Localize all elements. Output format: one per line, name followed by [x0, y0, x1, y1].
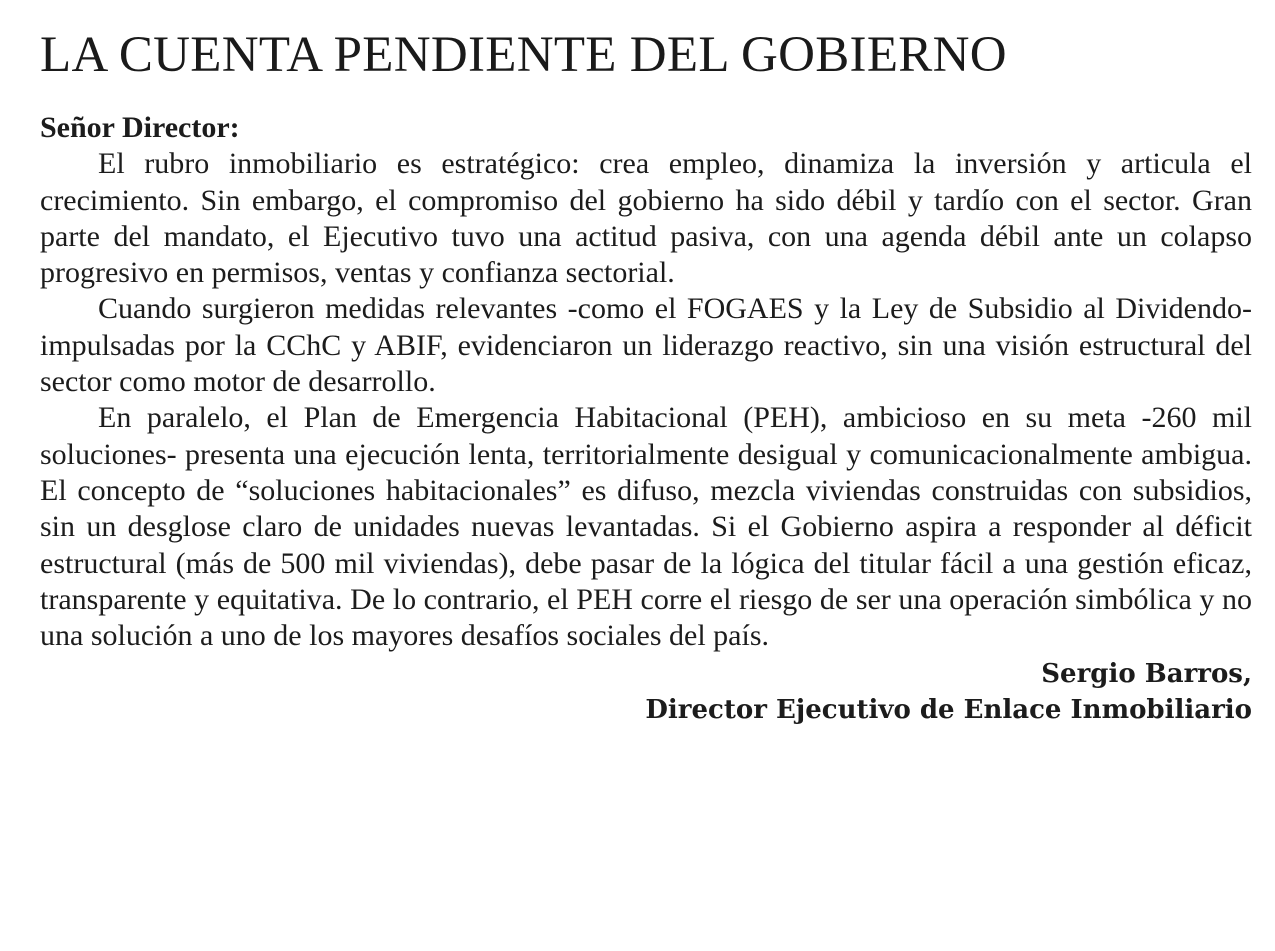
headline: LA CUENTA PENDIENTE DEL GOBIERNO	[40, 27, 1007, 83]
signature-name: Sergio Barros,	[1041, 659, 1252, 690]
paragraph-3: En paralelo, el Plan de Emergencia Habitacional (PEH), ambicioso en su meta -260 mil soluciones- presenta una ejecución lenta, territorialmente desigual y comunicacionalmente ambigua. El concepto de “soluciones habitacionales” es difuso, mezcla viviendas construidas con subsidios, sin un desglose claro de unidades nuevas levantadas. Si el Gobierno aspira a responder al déficit estructural (más de 500 mil viviendas), debe pasar de la lógica del titular fácil a una gestión eficaz, transparente y equitativa. De lo contrario, el PEH corre el riesgo de ser una operación simbólica y no una solución a uno de los mayores desafíos sociales del país.	[40, 401, 1252, 653]
letter-body	[40, 110, 1252, 654]
signature-title: Director Ejecutivo de Enlace Inmobiliario	[645, 695, 1252, 726]
paragraph-1: El rubro inmobiliario es estratégico: crea empleo, dinamiza la inversión y articula el crecimiento. Sin embargo, el compromiso del gobierno ha sido débil y tardío con el sector. Gran parte del mandato, el Ejecutivo tuvo una actitud pasiva, con una agenda débil ante un colapso progresivo en permisos, ventas y confianza sectorial.	[40, 147, 1252, 290]
paragraph-2: Cuando surgieron medidas relevantes -como el FOGAES y la Ley de Subsidio al Dividendo- impulsadas por la CChC y ABIF, evidenciaron un liderazgo reactivo, sin una visión estructural del sector como motor de desarrollo.	[40, 292, 1252, 399]
salutation: Señor Director:	[40, 111, 240, 144]
signature-block	[40, 656, 1252, 728]
